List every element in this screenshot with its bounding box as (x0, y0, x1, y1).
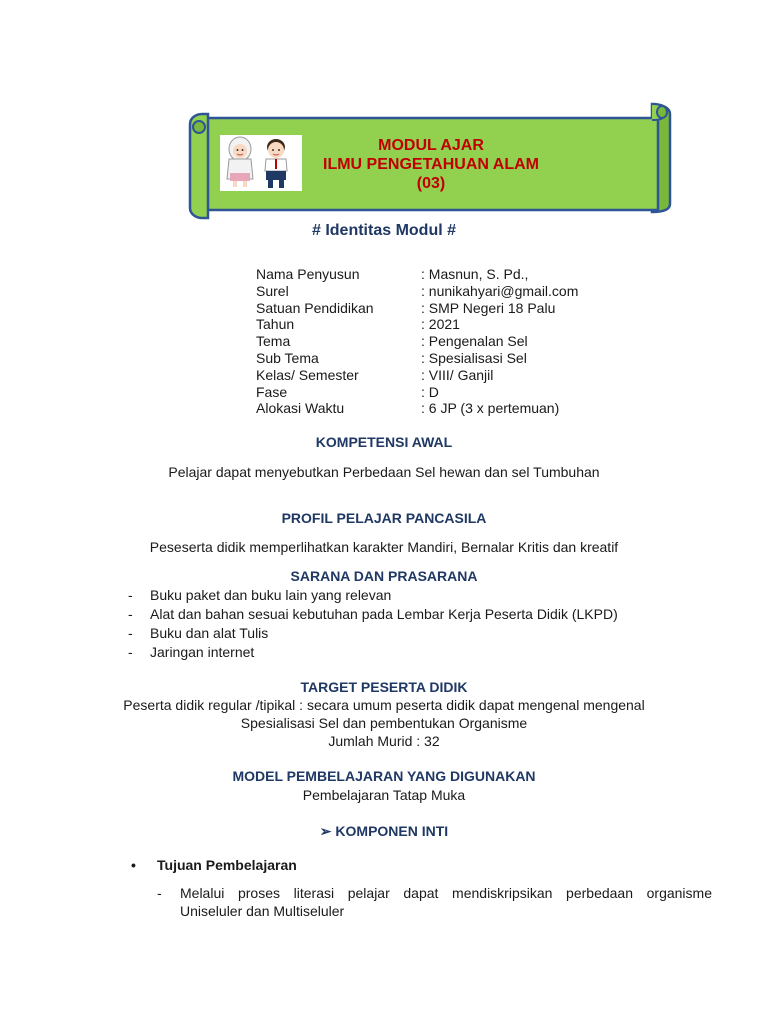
identity-label: Kelas/ Semester (256, 366, 359, 383)
dash-bullet-icon: - (128, 625, 133, 641)
identity-label: Sub Tema (256, 350, 319, 366)
komponen-heading-row (0, 823, 768, 840)
identity-value: : Masnun, S. Pd., (421, 266, 529, 282)
model-text: Pembelajaran Tatap Muka (302, 787, 466, 803)
tujuan-dash: - (157, 885, 162, 901)
identity-label: Satuan Pendidikan (256, 299, 374, 316)
identity-label: Alokasi Waktu (256, 400, 345, 417)
model-heading: MODEL PEMBELAJARAN YANG DIGUNAKAN (232, 768, 536, 784)
identity-value: : Spesialisasi Sel (421, 350, 527, 366)
dash-bullet-icon: - (128, 587, 133, 603)
identity-label: Fase (256, 383, 288, 400)
kompetensi-heading: KOMPETENSI AWAL (315, 434, 453, 450)
sarana-item-text: Jaringan internet (150, 644, 255, 660)
target-heading: TARGET PESERTA DIDIK (300, 679, 468, 695)
target-line1: Peserta didik regular /tipikal : secara umum peserta didik dapat mengenal mengenal (123, 697, 645, 713)
identity-label: Nama Penyusun (256, 266, 360, 282)
identity-value: : Pengenalan Sel (421, 333, 528, 350)
tujuan-bullet-icon: • (131, 857, 136, 873)
identity-value: : D (421, 383, 439, 400)
tujuan-line2: Uniseluler dan Multiseluler (180, 903, 345, 919)
target-line2: Spesialisasi Sel dan pembentukan Organisme (240, 715, 528, 731)
identity-label: Tema (256, 333, 291, 350)
title-banner (186, 100, 676, 225)
dash-bullet-icon: - (128, 644, 133, 660)
identity-value: : VIII/ Ganjil (421, 366, 494, 383)
sarana-heading: SARANA DAN PRASARANA (290, 568, 478, 584)
identity-value: : 6 JP (3 x pertemuan) (421, 400, 560, 417)
sarana-item-text: Alat dan bahan sesuai kebutuhan pada Lembar Kerja Peserta Didik (LKPD) (150, 606, 618, 622)
identity-label: Surel (256, 282, 289, 299)
tujuan-heading: Tujuan Pembelajaran (157, 857, 297, 873)
identity-value: : SMP Negeri 18 Palu (421, 299, 556, 316)
identity-heading: # Identitas Modul # (311, 222, 456, 239)
profil-heading: PROFIL PELAJAR PANCASILA (281, 510, 487, 526)
identity-value: : 2021 (421, 316, 460, 333)
arrow-bullet-icon: ➢ (319, 823, 332, 839)
identity-value: : nunikahyari@gmail.com (421, 282, 579, 299)
dash-bullet-icon: - (128, 606, 133, 622)
target-line3: Jumlah Murid : 32 (328, 733, 440, 749)
tujuan-line1: Melalui proses literasi pelajar dapat mendiskripsikan perbedaan organisme (180, 885, 712, 901)
sarana-item-text: Buku paket dan buku lain yang relevan (150, 587, 392, 603)
banner-title-line2: ILMU PENGETAHUAN ALAM (323, 156, 539, 173)
komponen-heading: KOMPONEN INTI (335, 823, 449, 839)
sarana-item-text: Buku dan alat Tulis (150, 625, 269, 641)
banner-title-line3: (03) (416, 175, 446, 192)
banner-title-line1: MODUL AJAR (378, 137, 484, 154)
profil-text: Peseserta didik memperlihatkan karakter Mandiri, Bernalar Kritis dan kreatif (149, 539, 619, 555)
identity-label: Tahun (256, 316, 295, 333)
kompetensi-text: Pelajar dapat menyebutkan Perbedaan Sel hewan dan sel Tumbuhan (168, 464, 600, 480)
